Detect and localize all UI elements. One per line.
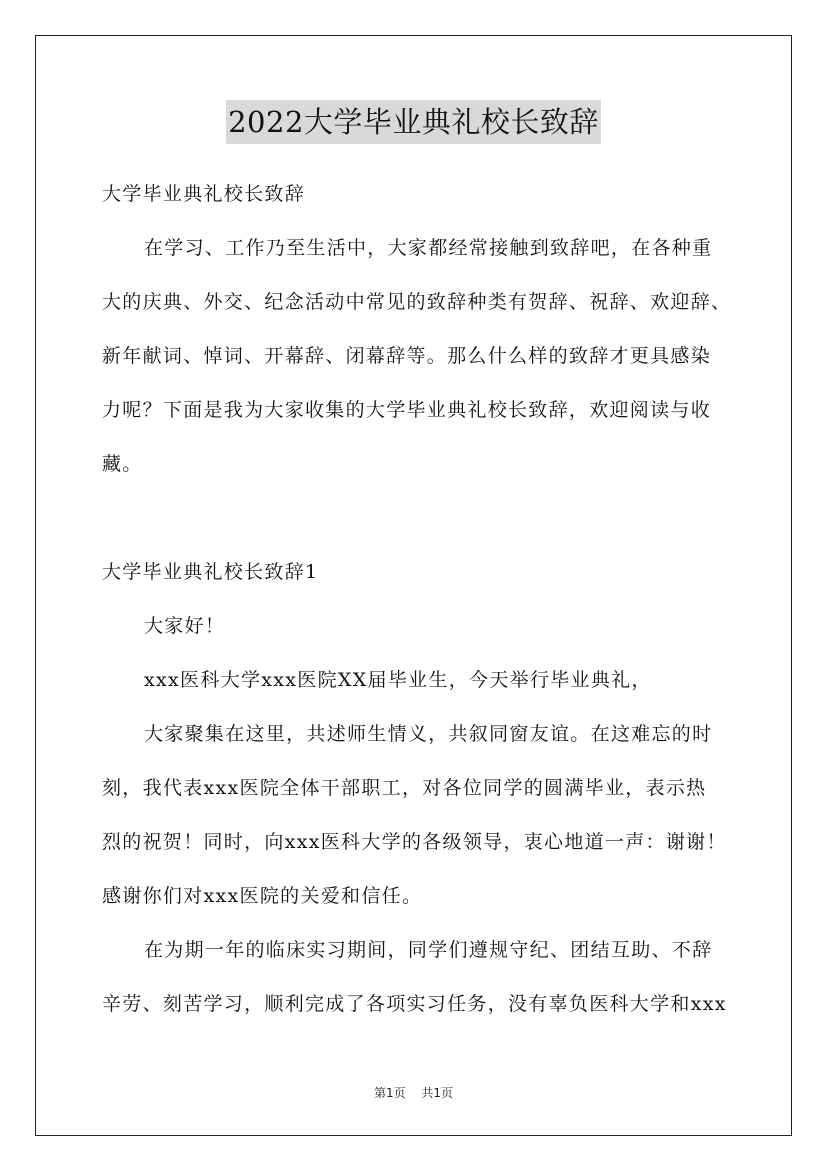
intro-line: 在学习、工作乃至生活中，大家都经常接触到致辞吧，在各种重 [144, 237, 713, 259]
section-line: 在为期一年的临床实习期间，同学们遵规守纪、团结互助、不辞 [144, 939, 713, 961]
section-line: 大家好！ [144, 615, 226, 637]
section-line: 辛劳、刻苦学习，顺利完成了各项实习任务，没有辜负医科大学和xxx [102, 993, 727, 1015]
intro-line: 藏。 [102, 453, 143, 475]
title-container [0, 100, 827, 144]
section-line: 刻，我代表xxx医院全体干部职工，对各位同学的圆满毕业，表示热 [102, 777, 707, 799]
intro-line: 大的庆典、外交、纪念活动中常见的致辞种类有贺辞、祝辞、欢迎辞、 [102, 291, 732, 313]
section-line: 大家聚集在这里，共述师生情义，共叙同窗友谊。在这难忘的时 [144, 723, 713, 745]
page-total: 共1页 [421, 1086, 454, 1100]
page-number: 第1页 [373, 1086, 406, 1100]
section-heading: 大学毕业典礼校长致辞1 [102, 561, 319, 583]
intro-line: 力呢？下面是我为大家收集的大学毕业典礼校长致辞，欢迎阅读与收 [102, 399, 712, 421]
intro-line: 新年献词、悼词、开幕辞、闭幕辞等。那么什么样的致辞才更具感染 [102, 345, 712, 367]
page-footer [0, 1084, 827, 1101]
section-line: 烈的祝贺！同时，向xxx医科大学的各级领导，衷心地道一声：谢谢！ [102, 831, 727, 853]
document-subtitle: 大学毕业典礼校长致辞 [102, 183, 306, 205]
section-line: xxx医科大学xxx医院XX届毕业生，今天举行毕业典礼， [144, 669, 652, 691]
section-line: 感谢你们对xxx医院的关爱和信任。 [102, 885, 423, 907]
document-title: 2022大学毕业典礼校长致辞 [226, 100, 601, 144]
